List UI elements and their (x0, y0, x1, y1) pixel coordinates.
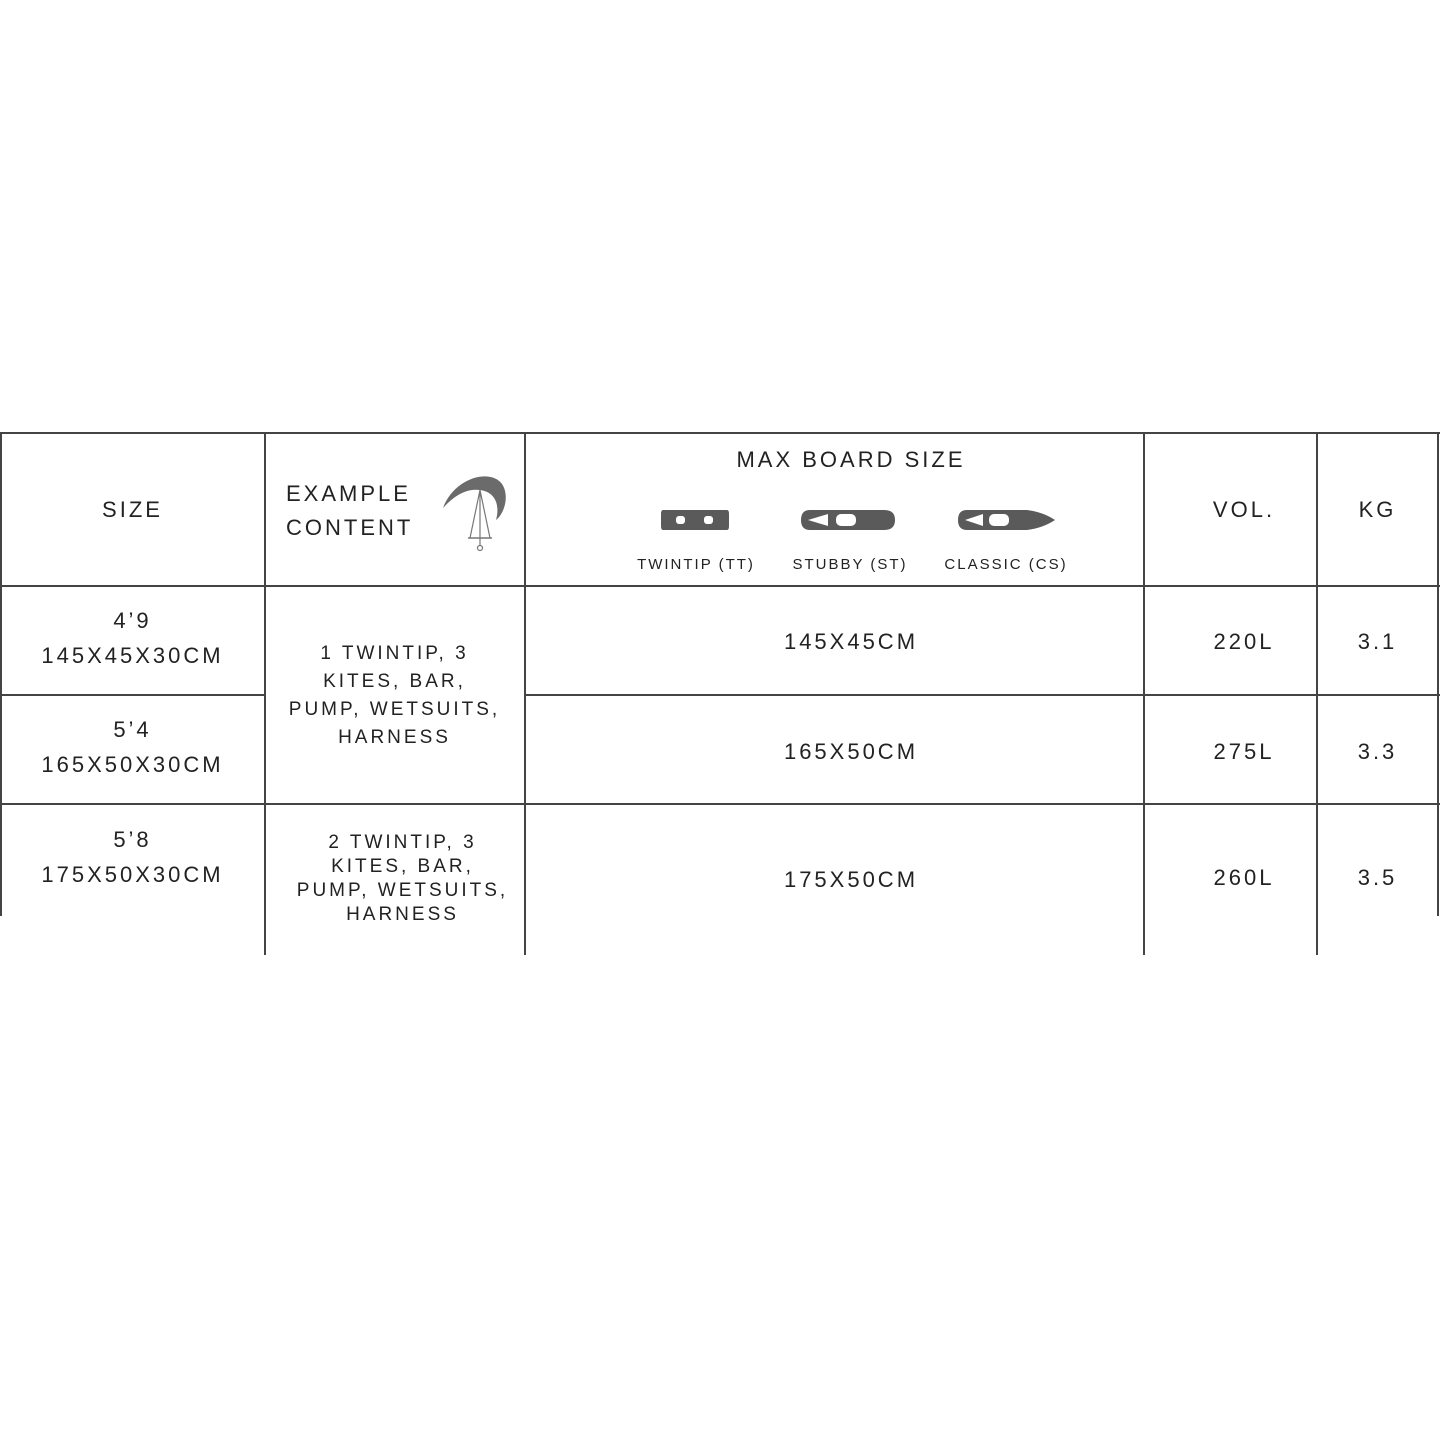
contents-line: HARNESS (338, 727, 451, 748)
row-divider (525, 694, 1440, 696)
row1-board: 145X45CM (783, 629, 919, 654)
row-divider (0, 694, 265, 696)
header-kg: KG (1358, 497, 1397, 522)
header-bottom-border (0, 585, 1440, 587)
row1-size-ft: 4’9 (113, 608, 152, 633)
row-divider (0, 803, 1440, 805)
row2-size-cm: 165X50X30CM (41, 752, 224, 777)
twintip-board-icon (660, 508, 730, 532)
contents-line: HARNESS (346, 904, 459, 925)
row3-board: 175X50CM (783, 867, 919, 892)
row3-size-ft: 5’8 (113, 827, 152, 852)
row2-vol: 275L (1213, 739, 1275, 764)
board-label-stubby: STUBBY (ST) (792, 556, 908, 573)
row2-board: 165X50CM (783, 739, 919, 764)
row2-size-ft: 5’4 (113, 717, 152, 742)
contents-line: 1 TWINTIP, 3 (320, 643, 469, 664)
header-max-board-size: MAX BOARD SIZE (736, 447, 966, 472)
contents-line: PUMP, WETSUITS, (288, 699, 501, 720)
header-size: SIZE (102, 497, 163, 522)
stubby-board-icon (800, 508, 896, 532)
row1-vol: 220L (1213, 629, 1275, 654)
board-label-twintip: TWINTIP (TT) (637, 556, 755, 573)
header-vol: VOL. (1212, 497, 1276, 522)
header-content-line2: CONTENT (286, 515, 414, 540)
contents-line: 2 TWINTIP, 3 (328, 832, 477, 853)
contents-cell-2 (265, 831, 540, 927)
row1-kg: 3.1 (1357, 629, 1398, 654)
row3-kg: 3.5 (1357, 865, 1398, 890)
row3-vol: 260L (1213, 865, 1275, 890)
row2-kg: 3.3 (1357, 739, 1398, 764)
contents-line: KITES, BAR, (323, 671, 466, 692)
row3-size-cm: 175X50X30CM (41, 862, 224, 887)
row1-size-cm: 145X45X30CM (41, 643, 224, 668)
board-label-classic: CLASSIC (CS) (944, 556, 1068, 573)
classic-board-icon (957, 508, 1055, 532)
contents-line: PUMP, WETSUITS, (296, 880, 509, 901)
header-content-line1: EXAMPLE (286, 481, 411, 506)
kite-icon (440, 470, 510, 552)
table-top-border (0, 432, 1440, 434)
contents-line: KITES, BAR, (331, 856, 474, 877)
contents-cell-1 (265, 640, 524, 752)
